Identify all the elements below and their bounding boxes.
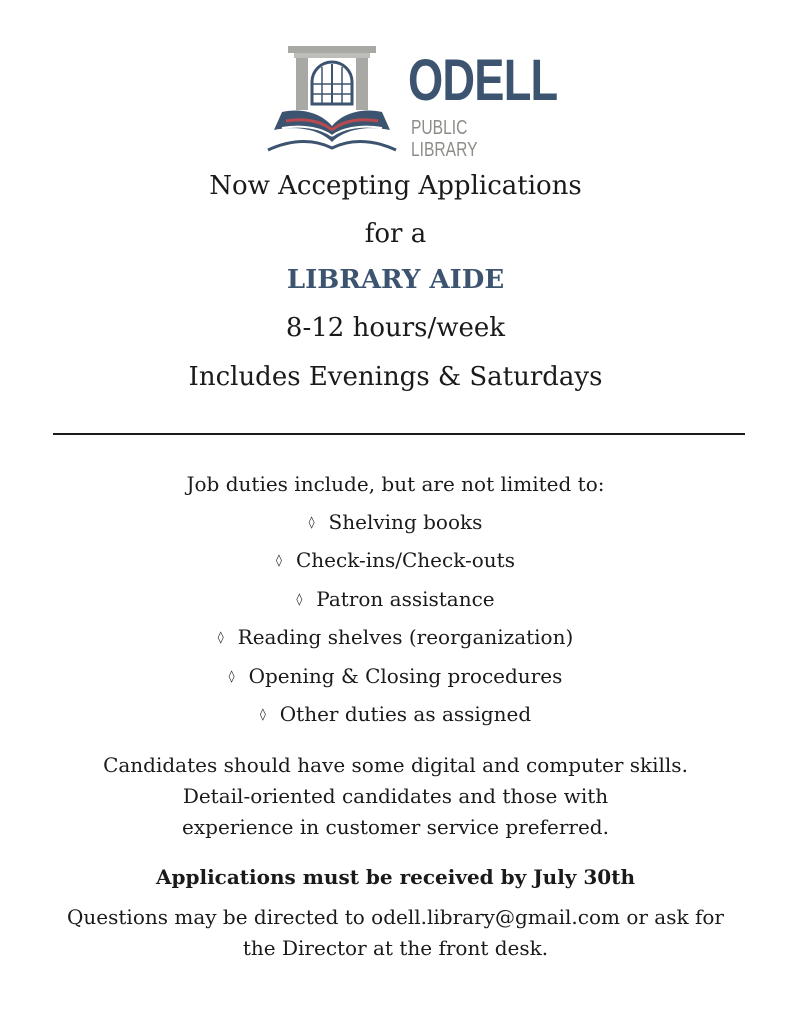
library-building-icon: [264, 42, 404, 157]
list-item: [0, 509, 791, 537]
contact-line2: the Director at the front desk.: [242, 936, 549, 960]
diamond-bullet-icon: ◊: [308, 514, 315, 529]
duty-label: Shelving books: [328, 510, 483, 534]
qualifications-line1: Candidates should have some digital and computer skills.: [103, 753, 688, 777]
duty-label: Opening & Closing procedures: [248, 664, 563, 688]
duty-label: Patron assistance: [316, 587, 495, 611]
application-deadline: Applications must be received by July 30th: [155, 865, 635, 889]
contact-line1: Questions may be directed to odell.library@gmail.com or ask for: [67, 905, 724, 929]
logo-subtitle: PUBLIC LIBRARY: [411, 117, 478, 161]
logo-wordmark: ODELL: [408, 48, 558, 113]
list-item: [0, 547, 791, 575]
job-title: LIBRARY AIDE: [286, 265, 505, 295]
list-item: [0, 663, 791, 691]
library-logo: [264, 42, 558, 161]
duty-label: Reading shelves (reorganization): [237, 625, 574, 649]
list-item: [0, 586, 791, 614]
duty-label: Check-ins/Check-outs: [295, 548, 515, 572]
qualifications-line3: experience in customer service preferred.: [182, 815, 609, 839]
schedule-line: Includes Evenings & Saturdays: [188, 362, 603, 392]
list-item: [0, 624, 791, 652]
section-divider: [53, 433, 745, 435]
duty-label: Other duties as assigned: [279, 702, 532, 726]
diamond-bullet-icon: ◊: [217, 629, 224, 644]
diamond-bullet-icon: ◊: [296, 591, 303, 606]
diamond-bullet-icon: ◊: [259, 706, 266, 721]
list-item: [0, 701, 791, 729]
qualifications-line2: Detail-oriented candidates and those with: [182, 784, 609, 808]
diamond-bullet-icon: ◊: [276, 552, 282, 567]
hours-line: 8-12 hours/week: [285, 313, 506, 343]
headline-line1: Now Accepting Applications: [209, 171, 582, 201]
headline-line2: for a: [364, 219, 427, 249]
diamond-bullet-icon: ◊: [228, 668, 235, 683]
duties-intro: Job duties include, but are not limited to:: [186, 472, 605, 496]
